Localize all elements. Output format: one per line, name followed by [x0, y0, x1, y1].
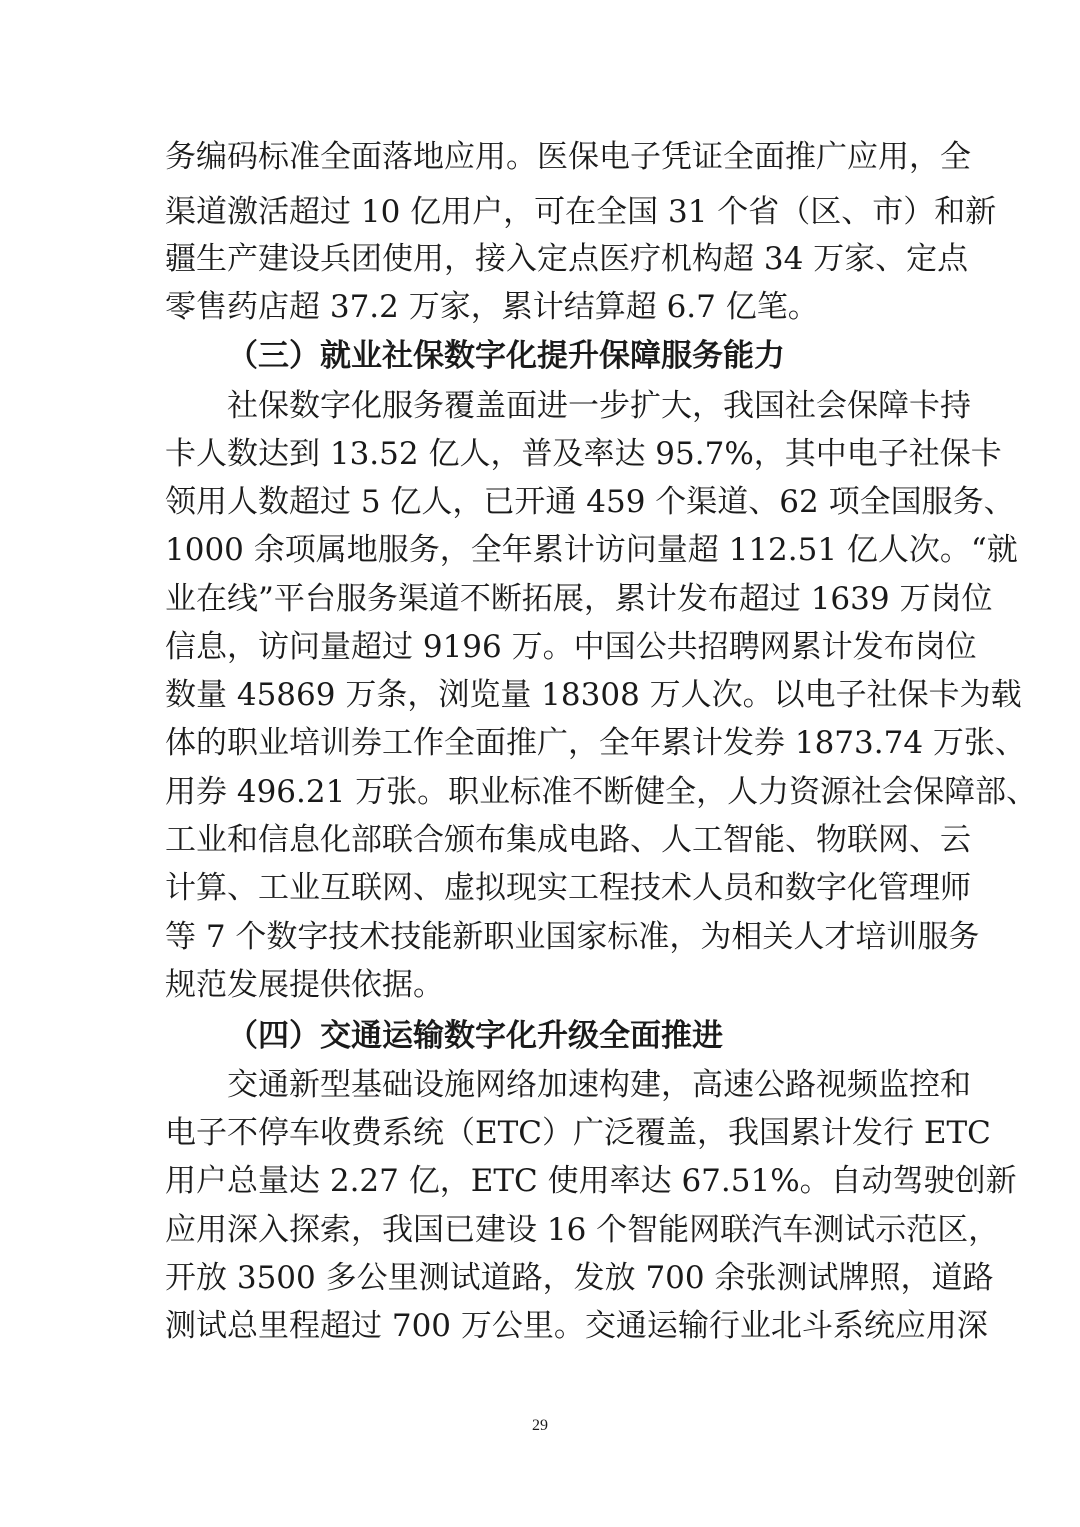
paragraph-line: 疆生产建设兵团使用，接入定点医疗机构超 34 万家、定点 — [165, 241, 969, 277]
paragraph-line: 开放 3500 多公里测试道路，发放 700 余张测试牌照，道路 — [165, 1260, 994, 1296]
paragraph-line: 测试总里程超过 700 万公里。交通运输行业北斗系统应用深 — [165, 1308, 988, 1344]
paragraph-line: 用券 496.21 万张。职业标准不断健全，人力资源社会保障部、 — [165, 774, 1038, 810]
paragraph-line: 数量 45869 万条，浏览量 18308 万人次。以电子社保卡为载 — [165, 677, 1022, 713]
paragraph-line: 应用深入探索，我国已建设 16 个智能网联汽车测试示范区， — [165, 1212, 1000, 1248]
paragraph-line: 用户总量达 2.27 亿，ETC 使用率达 67.51%。自动驾驶创新 — [165, 1163, 1017, 1199]
paragraph-line: 领用人数超过 5 亿人，已开通 459 个渠道、62 项全国服务、 — [165, 484, 1015, 520]
paragraph-line: 零售药店超 37.2 万家，累计结算超 6.7 亿笔。 — [165, 289, 819, 325]
paragraph-line: 电子不停车收费系统（ETC）广泛覆盖，我国累计发行 ETC — [165, 1115, 991, 1151]
paragraph-line: 等 7 个数字技术技能新职业国家标准，为相关人才培训服务 — [165, 919, 980, 955]
paragraph-line: 工业和信息化部联合颁布集成电路、人工智能、物联网、云 — [165, 822, 971, 858]
paragraph-line: 体的职业培训券工作全面推广，全年累计发券 1873.74 万张、 — [165, 725, 1026, 761]
paragraph-line: 业在线”平台服务渠道不断拓展，累计发布超过 1639 万岗位 — [165, 581, 993, 617]
paragraph-line: 规范发展提供依据。 — [165, 967, 444, 1003]
paragraph-line: 卡人数达到 13.52 亿人，普及率达 95.7%，其中电子社保卡 — [165, 436, 1002, 472]
paragraph-line: 1000 余项属地服务，全年累计访问量超 112.51 亿人次。“就 — [165, 532, 1018, 568]
page-number: 29 — [532, 1417, 548, 1434]
paragraph-line: 交通新型基础设施网络加速构建，高速公路视频监控和 — [227, 1067, 971, 1103]
section-heading: （三）就业社保数字化提升保障服务能力 — [227, 338, 785, 374]
paragraph-line: 社保数字化服务覆盖面进一步扩大，我国社会保障卡持 — [227, 388, 971, 424]
paragraph-line: 务编码标准全面落地应用。医保电子凭证全面推广应用，全 — [165, 139, 971, 175]
paragraph-line: 信息，访问量超过 9196 万。中国公共招聘网累计发布岗位 — [165, 629, 977, 665]
paragraph-line: 计算、工业互联网、虚拟现实工程技术人员和数字化管理师 — [165, 870, 971, 906]
section-heading: （四）交通运输数字化升级全面推进 — [227, 1018, 723, 1054]
paragraph-line: 渠道激活超过 10 亿用户，可在全国 31 个省（区、市）和新 — [165, 194, 997, 230]
